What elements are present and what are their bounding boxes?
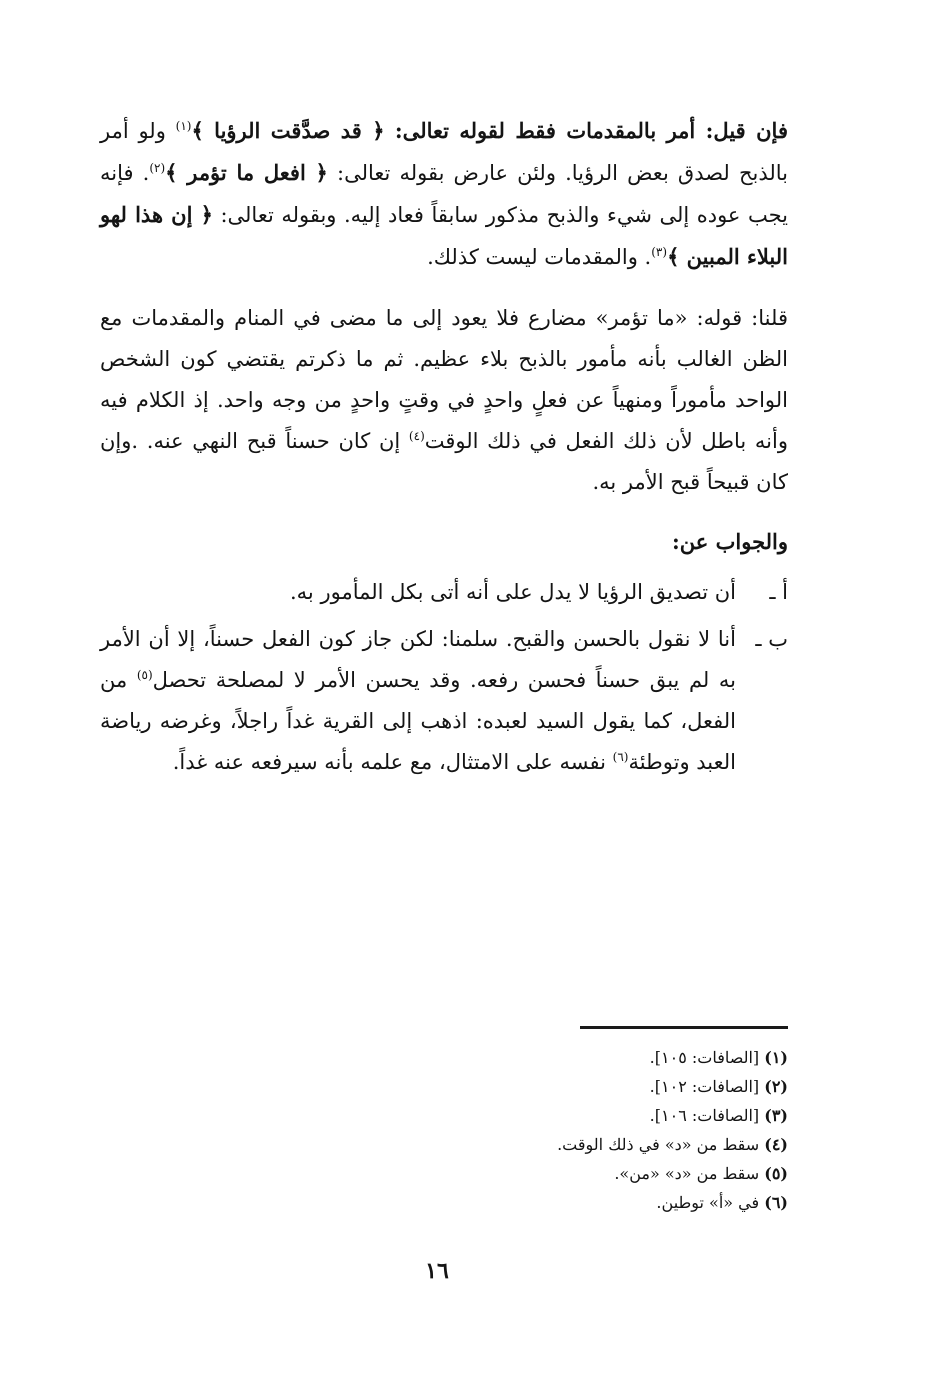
footnote-2 xyxy=(528,1072,788,1101)
footnote-divider xyxy=(580,1026,788,1029)
footnote-5 xyxy=(528,1159,788,1188)
footnote-ref-1: (١) xyxy=(175,119,192,133)
answer-item-b-text-2: من الفعل، كما يقول السيد لعبده: اذهب إلى القرية غداً راجلاً، وغرضه رياضة العبد وتوطئة xyxy=(100,668,736,774)
paragraph-reply-text-1: قلنا: قوله: «ما تؤمر» مضارع فلا يعود إلى ما مضى في المنام والمقدمات مع الظن الغالب بأنه مأمور بالذبح بلاء عظيم. ثم ما ذكرتم يقتضي كون الشخص الواحد مأموراً ومنهياً عن فعلٍ واحدٍ في وقتٍ واحدٍ من وجه واحد. إذ الكلام فيه وأنه باطل لأن ذلك الفعل في ذلك الوقت xyxy=(100,306,788,453)
footnote-3-number: (٣) xyxy=(764,1106,788,1125)
footnotes xyxy=(528,1026,788,1217)
paragraph-objection-text-2: ولو أمر بالذبح لصدق بعض الرؤيا. ولئن عارض بقوله تعالى: xyxy=(100,119,789,185)
footnote-4-text: سقط من «د» في ذلك الوقت. xyxy=(557,1135,760,1154)
footnote-3 xyxy=(528,1101,788,1130)
footnote-4-number: (٤) xyxy=(764,1135,788,1154)
answer-item-b xyxy=(100,619,788,783)
paragraph-reply xyxy=(100,298,788,503)
quran-quote-3: ﴿ إن هذا لهو البلاء المبين ﴾ xyxy=(100,202,788,269)
footnote-ref-5: (٥) xyxy=(136,668,153,682)
footnote-6-text: في «أ» توطين. xyxy=(656,1193,760,1212)
paragraph-reply-text-2: إن كان حسناً قبح النهي عنه. .وإن كان قبيحاً قبح الأمر به. xyxy=(100,429,788,494)
footnote-1-number: (١) xyxy=(764,1048,788,1067)
footnote-1-text: [الصافات: ١٠٥]. xyxy=(649,1048,760,1067)
page-number: ١٦ xyxy=(425,1258,449,1284)
answer-item-a xyxy=(100,572,788,613)
footnote-ref-2: (٢) xyxy=(149,161,166,175)
paragraph-objection-lead: فإن قيل: أمر بالمقدمات فقط لقوله تعالى: xyxy=(384,118,788,143)
footnote-2-text: [الصافات: ١٠٢]. xyxy=(649,1077,760,1096)
footnote-ref-6: (٦) xyxy=(612,750,629,764)
footnote-ref-4: (٤) xyxy=(408,429,425,443)
answer-item-b-text-3: نفسه على الامتثال، مع علمه بأنه سيرفعه عنه غداً. xyxy=(172,750,613,774)
footnote-1 xyxy=(528,1043,788,1072)
footnote-6-number: (٦) xyxy=(764,1193,788,1212)
footnote-ref-3: (٣) xyxy=(651,245,668,259)
paragraph-objection-text-3: . فإنه يجب عوده إلى شيء والذبح مذكور سابقاً فعاد إليه. وبقوله تعالى: xyxy=(100,161,788,227)
answer-heading: والجواب عن: xyxy=(672,529,788,554)
quran-quote-2: ﴿ افعل ما تؤمر ﴾ xyxy=(165,160,328,185)
footnote-3-text: [الصافات: ١٠٦]. xyxy=(649,1106,760,1125)
footnote-5-number: (٥) xyxy=(764,1164,788,1183)
footnote-2-number: (٢) xyxy=(764,1077,788,1096)
page-body xyxy=(100,110,788,789)
answer-item-b-text-1: أنا لا نقول بالحسن والقبح. سلمنا: لكن جاز كون الفعل حسناً، إلا أن الأمر به لم يبق حسناً فحسن رفعه. وقد يحسن الأمر لا لمصلحة تحصل xyxy=(100,627,736,692)
paragraph-objection xyxy=(100,110,788,278)
answer-item-a-marker: أ ـ xyxy=(769,580,788,604)
paragraph-objection-text-4: . والمقدمات ليست كذلك. xyxy=(427,245,652,269)
footnote-5-text: سقط من «د» «من». xyxy=(614,1164,760,1183)
footnote-4 xyxy=(528,1130,788,1159)
answer-item-b-marker: ب ـ xyxy=(755,627,788,651)
footnote-6 xyxy=(528,1188,788,1217)
answer-item-a-text: أن تصديق الرؤيا لا يدل على أنه أتى بكل المأمور به. xyxy=(290,580,736,604)
quran-quote-1: ﴿ قد صدَّقت الرؤيا ﴾ xyxy=(191,118,385,143)
